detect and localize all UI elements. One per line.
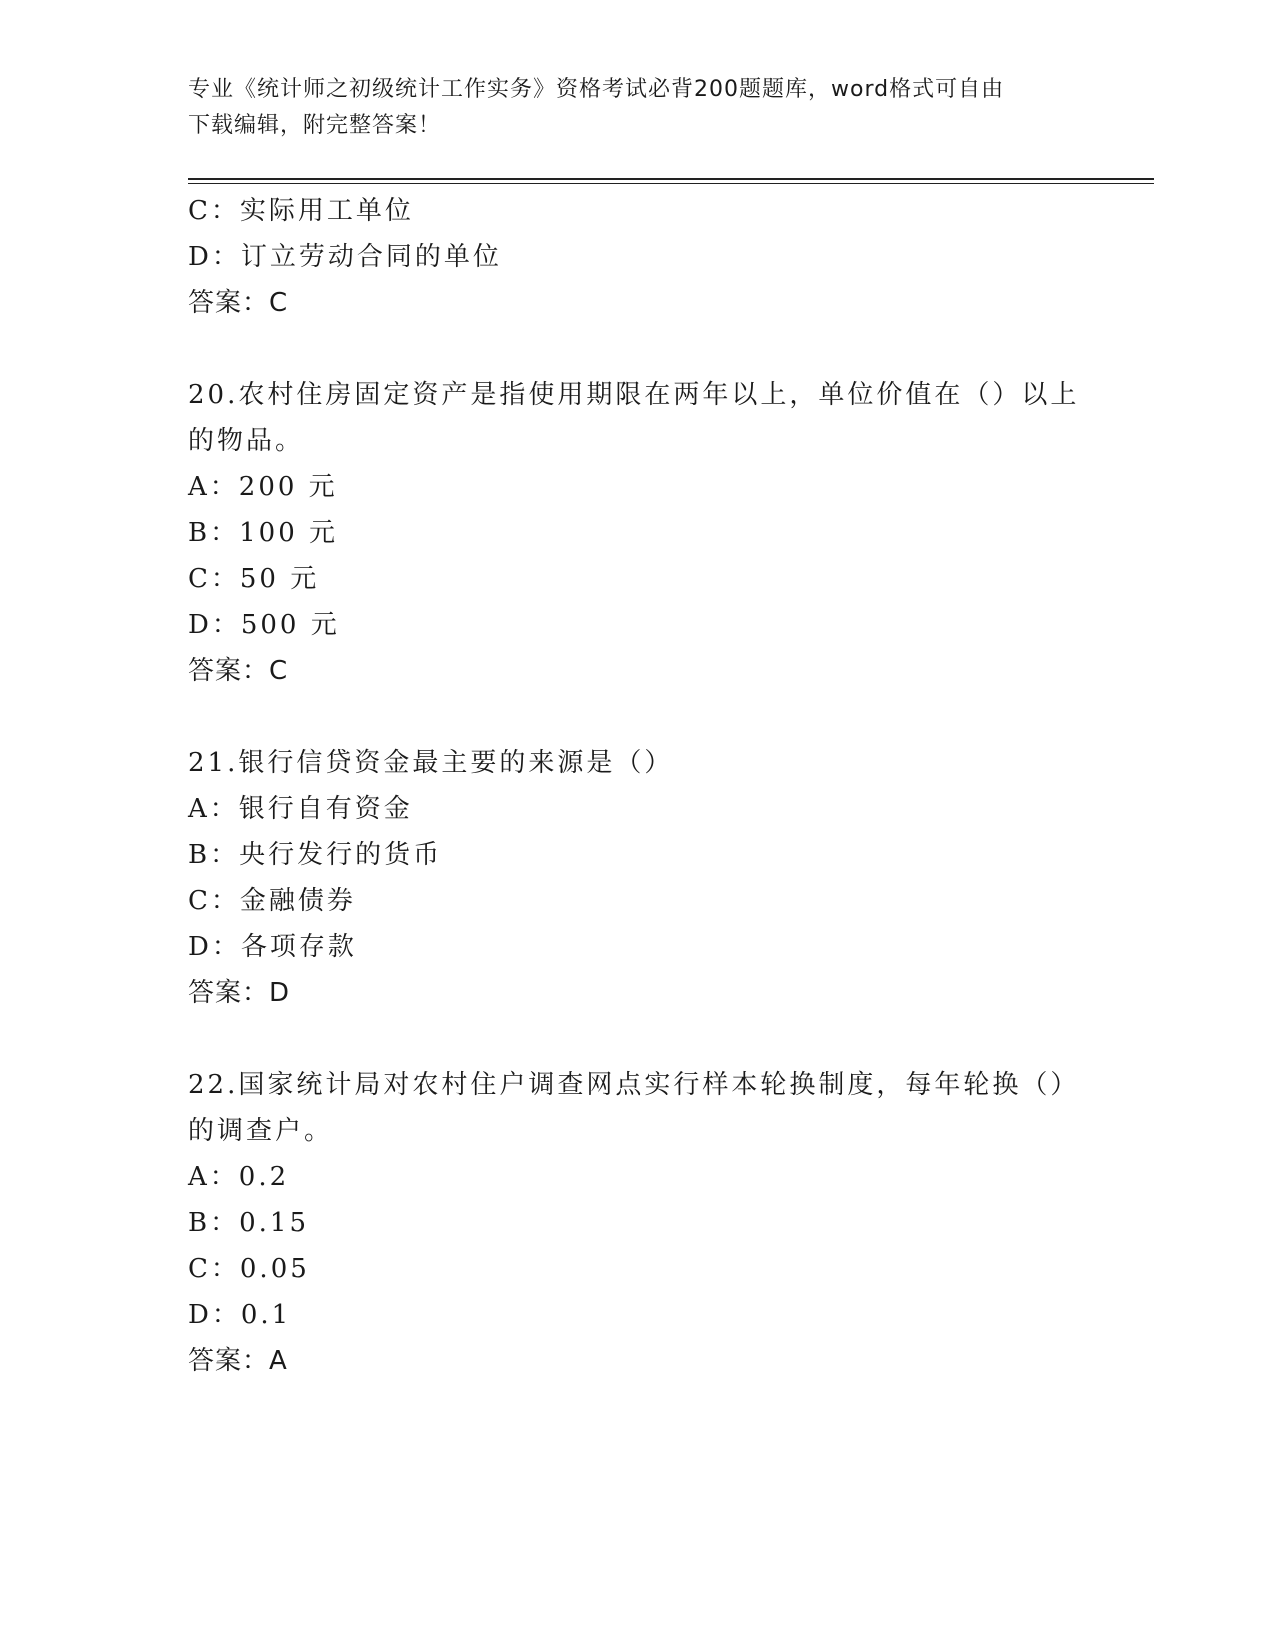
option-d: D：0.1 — [188, 1300, 292, 1330]
option-d: D：500 元 — [188, 610, 340, 640]
question-stem: 的调查户。 — [188, 1116, 334, 1146]
question-21 — [188, 740, 1088, 1016]
spacer — [188, 1016, 1088, 1062]
option-b: B：0.15 — [188, 1208, 309, 1238]
header-title-line-1: 专业《统计师之初级统计工作实务》资格考试必背200题题库，word格式可自由 — [188, 77, 1005, 102]
question-stem: 的物品。 — [188, 426, 305, 456]
answer-line: 答案：D — [188, 978, 291, 1008]
question-stem: 20.农村住房固定资产是指使用期限在两年以上，单位价值在（）以上 — [188, 380, 1080, 410]
option-line: D：订立劳动合同的单位 — [188, 242, 502, 272]
spacer — [188, 326, 1088, 372]
option-b: B：100 元 — [188, 518, 338, 548]
header-divider-thick — [188, 178, 1154, 180]
header-divider-thin — [188, 183, 1154, 184]
option-c: C：0.05 — [188, 1254, 310, 1284]
question-stem: 21.银行信贷资金最主要的来源是（） — [188, 748, 674, 778]
question-22 — [188, 1062, 1088, 1384]
option-a: A：银行自有资金 — [188, 794, 413, 824]
answer-line: 答案：C — [188, 288, 289, 318]
option-b: B：央行发行的货币 — [188, 840, 443, 870]
carry-over-question — [188, 188, 1088, 326]
header-title-line-2: 下载编辑，附完整答案！ — [188, 113, 442, 138]
option-c: C：50 元 — [188, 564, 320, 594]
question-stem: 22.国家统计局对农村住户调查网点实行样本轮换制度，每年轮换（） — [188, 1070, 1080, 1100]
option-line: C：实际用工单位 — [188, 196, 414, 226]
answer-line: 答案：C — [188, 656, 289, 686]
spacer — [188, 694, 1088, 740]
answer-line: 答案：A — [188, 1346, 288, 1376]
option-a: A：0.2 — [188, 1162, 290, 1192]
question-content — [188, 188, 1088, 1384]
option-a: A：200 元 — [188, 472, 338, 502]
option-d: D：各项存款 — [188, 932, 357, 962]
document-header — [188, 72, 1088, 144]
option-c: C：金融债券 — [188, 886, 356, 916]
question-20 — [188, 372, 1088, 694]
